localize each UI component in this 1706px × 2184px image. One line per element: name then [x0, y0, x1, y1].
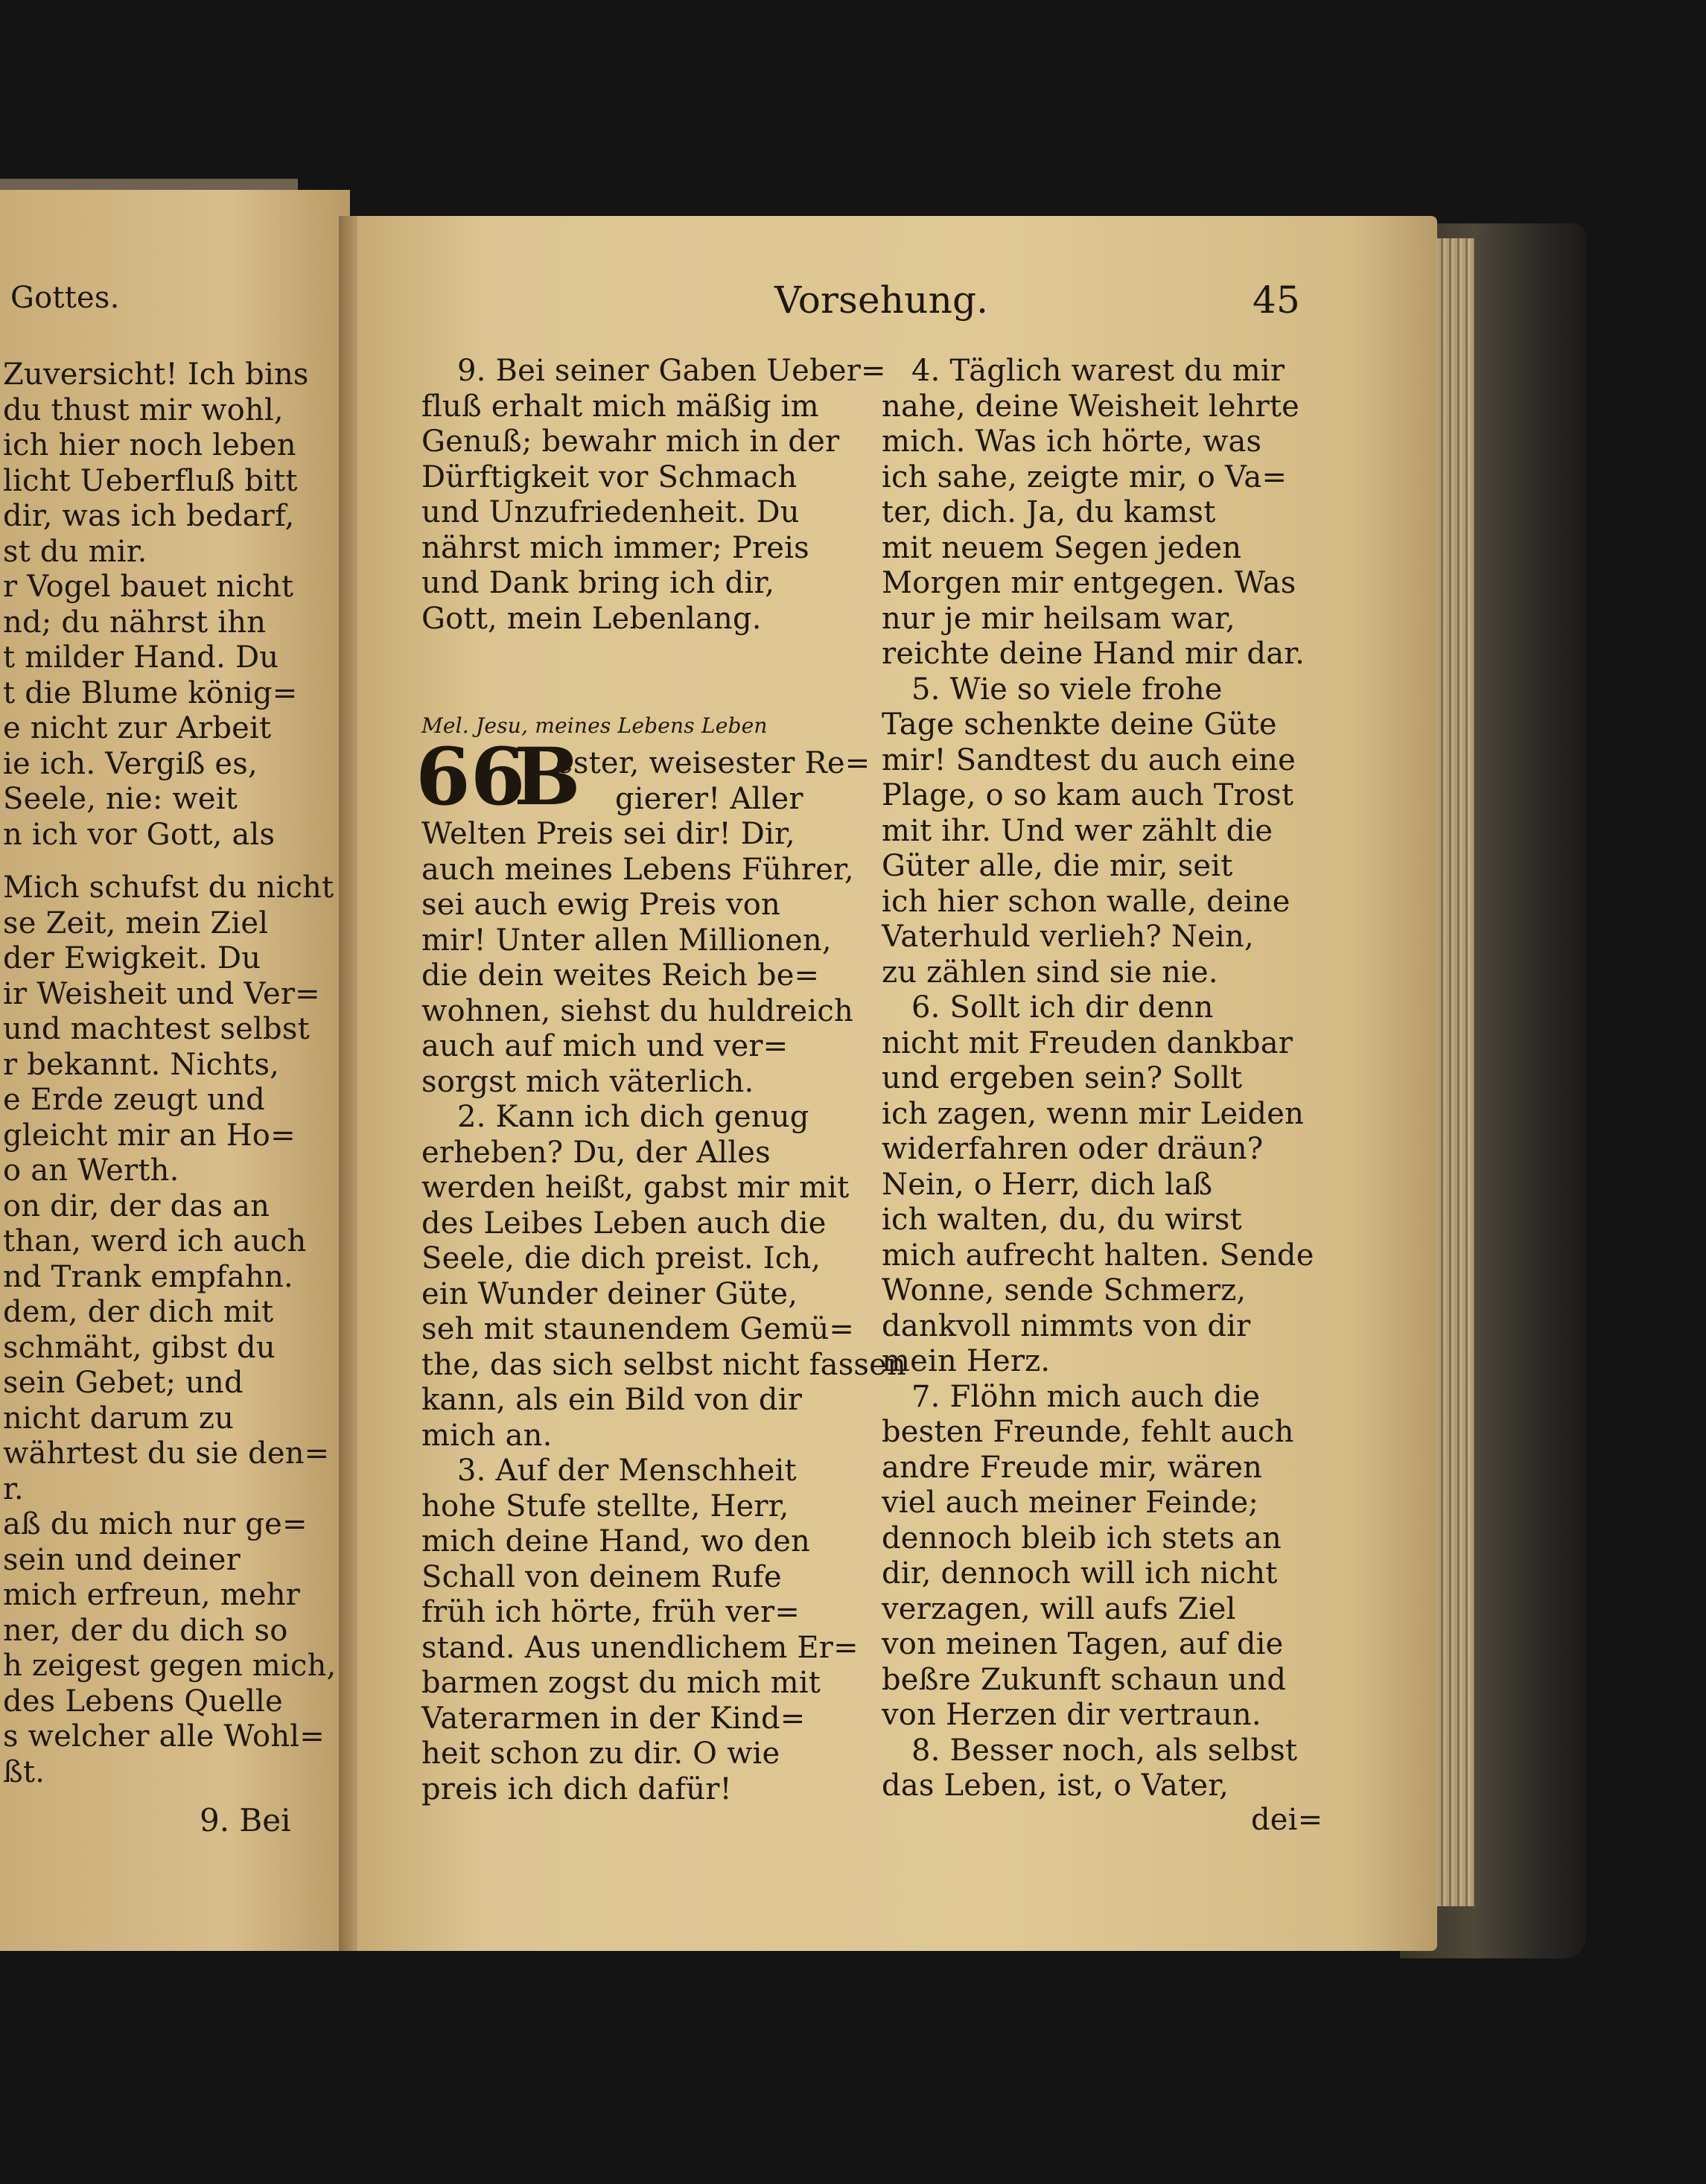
text-line: nicht darum zu [3, 1401, 235, 1436]
text-line: ich zagen, wenn mir Leiden [882, 1096, 1305, 1131]
text-line: on dir, der das an [3, 1188, 270, 1223]
text-line: viel auch meiner Feinde; [882, 1486, 1259, 1520]
text-line: auch auf mich und ver= [421, 1029, 789, 1063]
text-line: ter, dich. Ja, du kamst [882, 495, 1216, 529]
text-line: the, das sich selbst nicht fassen [421, 1347, 906, 1382]
text-line: t milder Hand. Du [3, 640, 279, 675]
text-line: und machtest selbst [3, 1012, 310, 1046]
text-line: t die Blume könig= [3, 675, 298, 710]
text-line: mich aufrecht halten. Sende [882, 1238, 1314, 1273]
text-line: nd; du nährst ihn [3, 605, 267, 640]
text-line: auch meines Lebens Führer, [421, 852, 854, 887]
text-line: 7. Flöhn mich auch die [911, 1379, 1261, 1414]
text-line: ie ich. Vergiß es, [3, 746, 258, 781]
text-line: r. [3, 1471, 24, 1506]
text-line: aß du mich nur ge= [3, 1507, 308, 1541]
text-line: von Herzen dir vertraun. [882, 1698, 1261, 1732]
text-line: r bekannt. Nichts, [3, 1047, 280, 1082]
text-line: Gott, mein Lebenlang. [421, 601, 762, 636]
text-line: st du mir. [3, 534, 147, 569]
text-line: Tage schenkte deine Güte [882, 707, 1277, 742]
text-line: gierer! Aller [615, 781, 803, 816]
text-line: mich deine Hand, wo den [421, 1524, 811, 1559]
text-line: ich sahe, zeigte mir, o Va= [882, 459, 1288, 494]
text-line: ein Wunder deiner Güte, [421, 1276, 798, 1311]
text-line: o an Werth. [3, 1153, 179, 1188]
text-line: verzagen, will aufs Ziel [882, 1591, 1236, 1626]
text-line: gleicht mir an Ho= [3, 1118, 296, 1153]
text-line: ir Weisheit und Ver= [3, 976, 320, 1011]
text-line: fluß erhalt mich mäßig im [421, 389, 819, 424]
text-line: sein und deiner [3, 1542, 241, 1577]
text-line: 3. Auf der Menschheit [457, 1454, 797, 1488]
text-line: beßre Zukunft schaun und [882, 1662, 1287, 1697]
text-line: mich. Was ich hörte, was [882, 424, 1262, 459]
text-line: sei auch ewig Preis von [421, 888, 781, 922]
text-line: mir! Sandtest du auch eine [882, 742, 1296, 777]
text-line: und ergeben sein? Sollt [882, 1061, 1243, 1095]
text-line: nd Trank empfahn. [3, 1259, 293, 1294]
text-line: ich hier noch leben [3, 428, 296, 462]
text-line: die dein weites Reich be= [421, 958, 820, 993]
text-line: mich an. [421, 1418, 553, 1453]
text-line: 4. Täglich warest du mir [911, 354, 1285, 388]
text-line: Dürftigkeit vor Schmach [421, 459, 798, 494]
text-line: sorgst mich väterlich. [421, 1064, 754, 1099]
drop-capital-letter: B [514, 730, 581, 823]
text-line: ßt. [3, 1754, 45, 1789]
left-page-header: Gottes. [10, 281, 120, 315]
text-line: von meinen Tagen, auf die [882, 1627, 1284, 1661]
text-line: stand. Aus unendlichem Er= [421, 1630, 859, 1665]
text-line: zu zählen sind sie nie. [882, 955, 1218, 990]
text-line: Mich schufst du nicht [3, 870, 334, 905]
text-line: früh ich hörte, früh ver= [421, 1595, 801, 1629]
text-line: mit neuem Segen jeden [882, 530, 1242, 565]
text-line: Plage, o so kam auch Trost [882, 778, 1294, 812]
text-line: barmen zogst du mich mit [421, 1666, 821, 1700]
text-line: kann, als ein Bild von dir [421, 1383, 803, 1417]
text-line: seh mit staunendem Gemü= [421, 1312, 855, 1346]
text-line: wohnen, siehst du huldreich [421, 993, 853, 1028]
text-line: nährst mich immer; Preis [421, 530, 809, 565]
left-page [0, 190, 350, 1951]
text-line: 8. Besser noch, als selbst [911, 1733, 1298, 1768]
text-line: se Zeit, mein Ziel [3, 905, 269, 940]
text-line: währtest du sie den= [3, 1436, 330, 1471]
text-line: ner, der du dich so [3, 1613, 288, 1648]
text-line: licht Ueberfluß bitt [3, 463, 298, 498]
text-line: andre Freude mir, wären [882, 1450, 1263, 1485]
text-line: nicht mit Freuden dankbar [882, 1025, 1293, 1060]
hymn-number: 66 [416, 730, 526, 823]
text-line: dir, was ich bedarf, [3, 499, 295, 533]
text-line: Seele, die dich preist. Ich, [421, 1241, 821, 1276]
text-line: schmäht, gibst du [3, 1330, 276, 1365]
right-catchword: dei= [1251, 1803, 1323, 1837]
text-line: Vaterarmen in der Kind= [421, 1701, 806, 1736]
text-line: s welcher alle Wohl= [3, 1719, 325, 1754]
text-line: 2. Kann ich dich genug [457, 1100, 809, 1134]
text-line: des Lebens Quelle [3, 1684, 283, 1719]
page-number: 45 [1253, 278, 1301, 322]
text-line: Güter alle, die mir, seit [882, 849, 1233, 883]
text-line: preis ich dich dafür! [421, 1771, 732, 1806]
text-line: reichte deine Hand mir dar. [882, 637, 1305, 671]
melody-line: Mel. Jesu, meines Lebens Leben [421, 713, 768, 738]
text-line: besten Freunde, fehlt auch [882, 1415, 1294, 1449]
left-catchword: 9. Bei [200, 1802, 291, 1838]
text-line: Nein, o Herr, dich laß [882, 1167, 1213, 1202]
text-line: dankvoll nimmts von dir [882, 1308, 1251, 1343]
text-line: Wonne, sende Schmerz, [882, 1273, 1247, 1308]
text-line: e Erde zeugt und [3, 1083, 265, 1117]
text-line: ich hier schon walle, deine [882, 884, 1290, 919]
text-line: Genuß; bewahr mich in der [421, 424, 840, 459]
text-line: Vaterhuld verlieh? Nein, [882, 920, 1254, 954]
text-line: Morgen mir entgegen. Was [882, 566, 1296, 600]
text-line: than, werd ich auch [3, 1224, 307, 1258]
text-line: 5. Wie so viele frohe [911, 672, 1223, 707]
text-line: dennoch bleib ich stets an [882, 1521, 1282, 1556]
text-line: des Leibes Leben auch die [421, 1206, 827, 1241]
text-line: der Ewigkeit. Du [3, 941, 261, 975]
text-line: mich erfreun, mehr [3, 1578, 301, 1612]
text-line: 9. Bei seiner Gaben Ueber= [457, 354, 886, 388]
text-line: dem, der dich mit [3, 1295, 274, 1329]
text-line: ester, weisester Re= [556, 746, 870, 780]
text-line: mit ihr. Und wer zählt die [882, 813, 1273, 848]
text-line: e nicht zur Arbeit [3, 711, 272, 745]
text-line: widerfahren oder dräun? [882, 1132, 1264, 1166]
text-line: r Vogel bauet nicht [3, 570, 294, 604]
text-line: heit schon zu dir. O wie [421, 1736, 780, 1771]
text-line: hohe Stufe stellte, Herr, [421, 1489, 789, 1524]
text-line: dir, dennoch will ich nicht [882, 1556, 1278, 1591]
text-line: 6. Sollt ich dir denn [911, 990, 1214, 1025]
text-line: erheben? Du, der Alles [421, 1135, 771, 1170]
text-line: h zeigest gegen mich, [3, 1649, 337, 1683]
text-line: nahe, deine Weisheit lehrte [882, 389, 1300, 424]
text-line: Zuversicht! Ich bins [3, 357, 309, 392]
text-line: mir! Unter allen Millionen, [421, 923, 832, 958]
text-line: das Leben, ist, o Vater, [882, 1768, 1229, 1803]
text-line: nur je mir heilsam war, [882, 601, 1235, 636]
text-line: sein Gebet; und [3, 1366, 244, 1400]
page-header-title: Vorsehung. [774, 278, 989, 322]
text-line: mein Herz. [882, 1344, 1051, 1378]
text-line: und Unzufriedenheit. Du [421, 495, 800, 529]
text-line: n ich vor Gott, als [3, 817, 276, 852]
text-line: Seele, nie: weit [3, 782, 238, 816]
text-line: du thust mir wohl, [3, 392, 284, 427]
text-line: Schall von deinem Rufe [421, 1559, 782, 1594]
text-line: ich walten, du, du wirst [882, 1203, 1242, 1237]
text-line: werden heißt, gabst mir mit [421, 1171, 850, 1205]
text-line: und Dank bring ich dir, [421, 566, 775, 600]
text-line: Welten Preis sei dir! Dir, [421, 817, 795, 851]
